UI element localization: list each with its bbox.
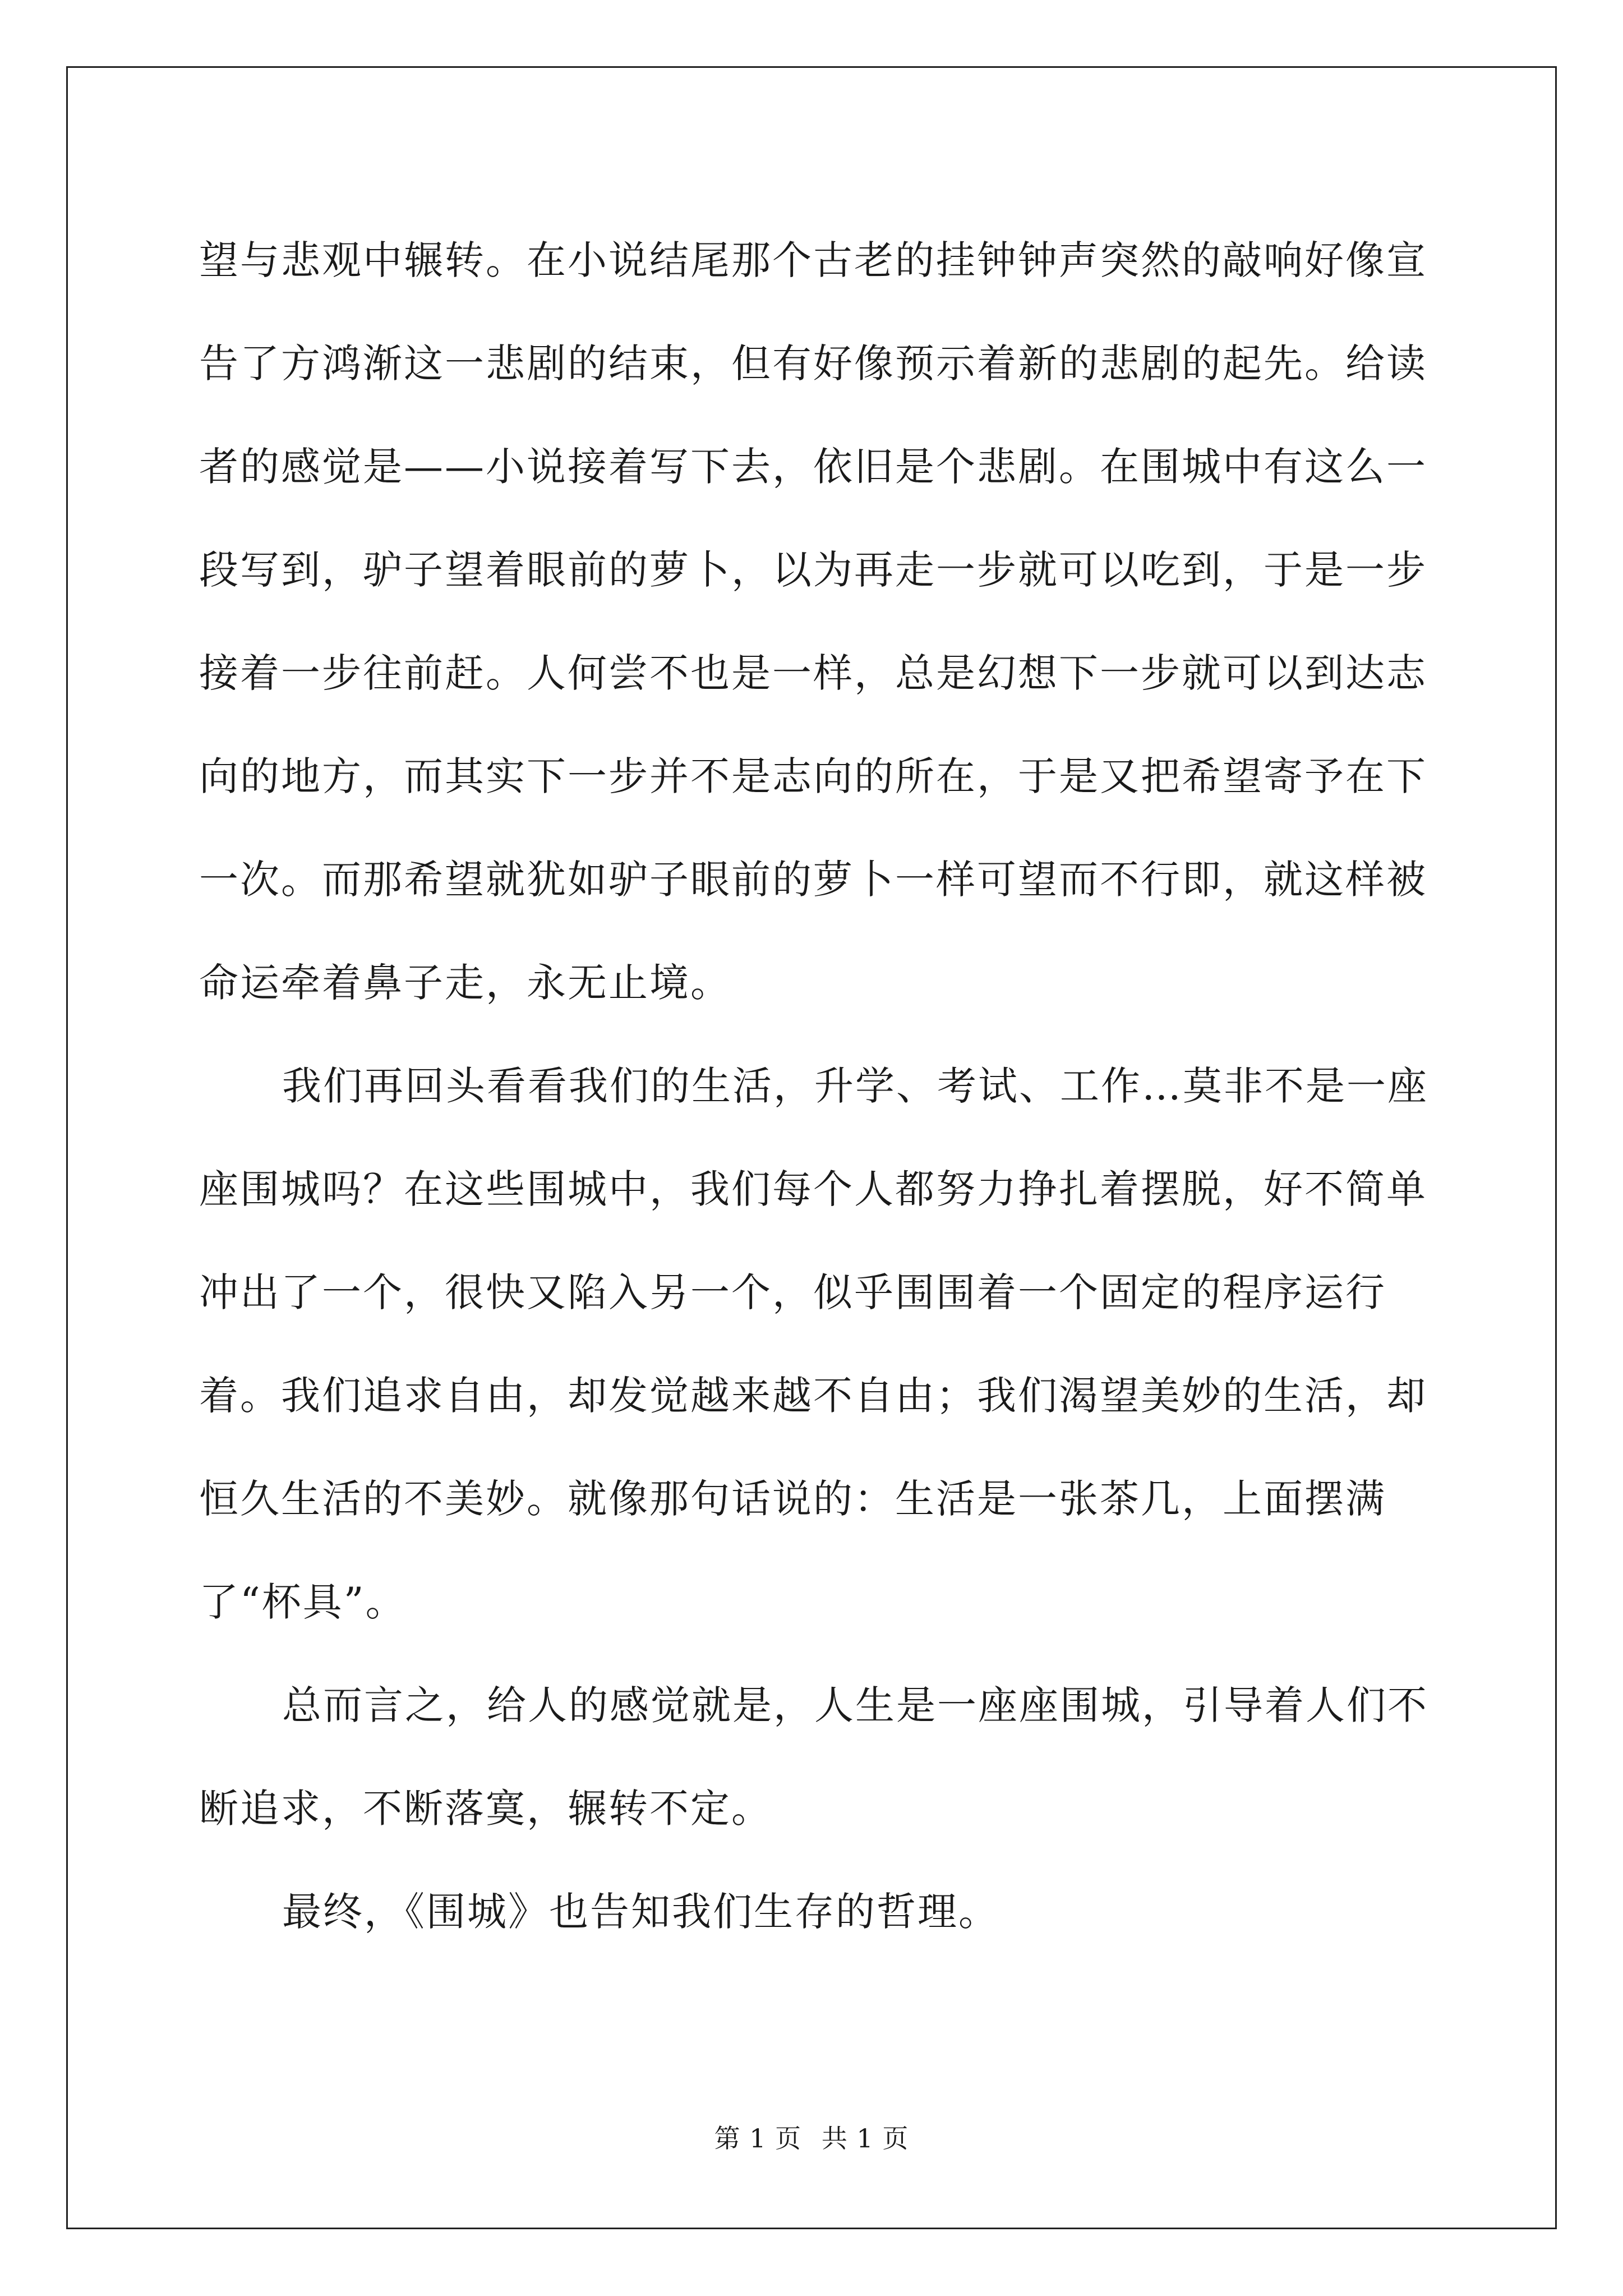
document-body [199, 209, 1461, 1963]
page-total: 共 1 页 [821, 2123, 909, 2154]
paragraph-4: 最终，《围城》也告知我们生存的哲理。 [282, 1889, 999, 1935]
paragraph-1: 望与悲观中辗转。在小说结尾那个古老的挂钟钟声突然的敲响好像宣告了方鸿渐这一悲剧的结束，但有好像预示着新的悲剧的起先。给读者的感觉是——小说接着写下去，依旧是个悲剧。在围城中有这么一段写到，驴子望着眼前的萝卜，以为再走一步就可以吃到，于是一步接着一步往前赶。人何尝不也是一样，总是幻想下一步就可以到达志向的地方，而其实下一步并不是志向的所在，于是又把希望寄予在下一次。而那希望就犹如驴子眼前的萝卜一样可望而不行即，就这样被命运牵着鼻子走，永无止境。 [199, 237, 1427, 1006]
paragraph-2: 我们再回头看看我们的生活，升学、考试、工作…莫非不是一座座围城吗？在这些围城中，我们每个人都努力挣扎着摆脱，好不简单冲出了一个，很快又陷入另一个，似乎围围着一个固定的程序运行着。我们追求自由，却发觉越来越不自由；我们渴望美妙的生活，却恒久生活的不美妙。就像那句话说的：生活是一张茶几，上面摆满了“杯具”。 [199, 1063, 1428, 1625]
paragraph-3: 总而言之，给人的感觉就是，人生是一座座围城，引导着人们不断追求，不断落寞，辗转不定。 [199, 1682, 1428, 1832]
page-number: 第 1 页 [714, 2123, 802, 2154]
page-footer [0, 2122, 1623, 2155]
